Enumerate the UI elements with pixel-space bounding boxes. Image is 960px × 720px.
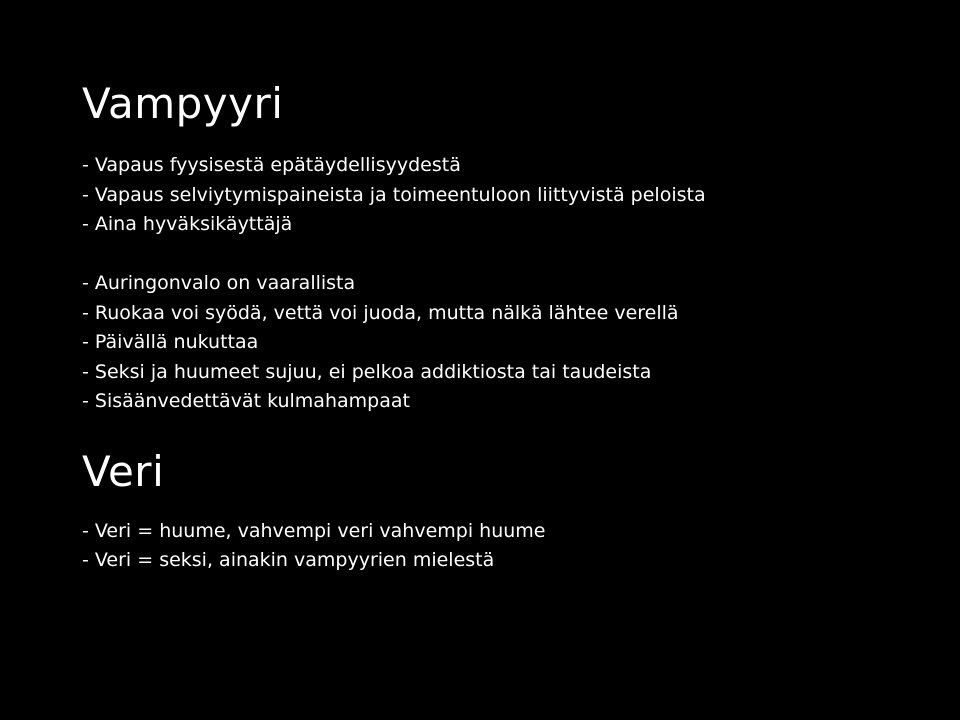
- bullet-group-traits: [82, 269, 942, 417]
- bullet-line: - Aina hyväksikäyttäjä: [82, 213, 293, 235]
- section-heading-vampyyri: Vampyyri: [82, 79, 284, 128]
- section-heading-veri: Veri: [82, 446, 165, 496]
- bullet-line: - Sisäänvedettävät kulmahampaat: [82, 390, 410, 412]
- bullet-line: - Auringonvalo on vaarallista: [82, 272, 356, 294]
- bullet-line: - Ruokaa voi syödä, vettä voi juoda, mutta nälkä lähtee verellä: [82, 301, 679, 324]
- paragraph-gap: [82, 240, 942, 270]
- bullet-line: - Veri = seksi, ainakin vampyyrien mielestä: [82, 549, 495, 571]
- section-veri: [82, 446, 942, 576]
- bullet-line: - Vapaus fyysisestä epätäydellisyydestä: [82, 154, 461, 176]
- bullet-line: - Veri = huume, vahvempi veri vahvempi huume: [82, 519, 546, 542]
- bullet-group-blood: [82, 517, 942, 576]
- slide-content: [82, 78, 942, 576]
- bullet-line: - Päivällä nukuttaa: [82, 331, 259, 353]
- section-vampyyri: [82, 78, 942, 417]
- bullet-line: - Vapaus selviytymispaineista ja toimeentuloon liittyvistä peloista: [82, 183, 706, 206]
- bullet-line: - Seksi ja huumeet sujuu, ei pelkoa addiktiosta tai taudeista: [82, 360, 652, 383]
- bullet-group-freedoms: [82, 151, 942, 240]
